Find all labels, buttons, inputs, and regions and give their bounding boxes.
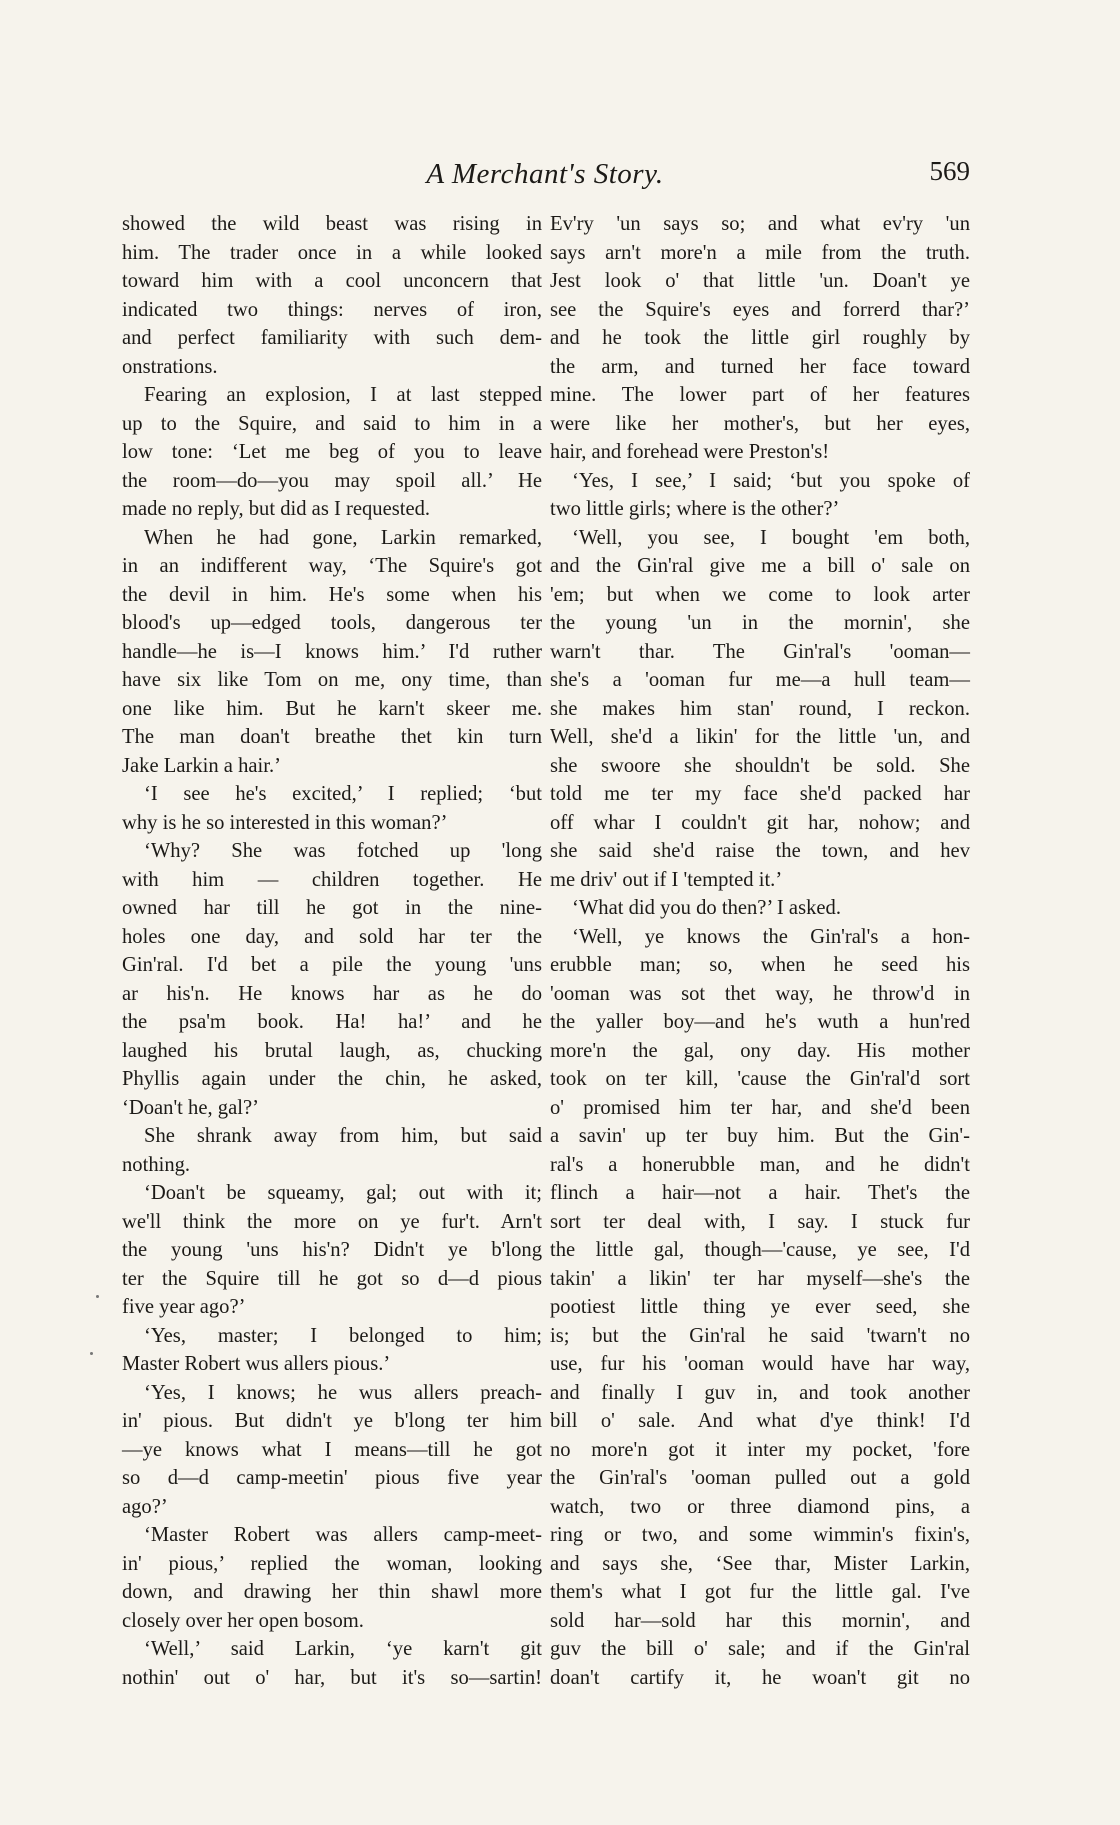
text-line: have six like Tom on me, ony time, than: [122, 669, 542, 691]
text-line: Jake Larkin a hair.’: [122, 754, 281, 777]
text-line: one like him. But he karn't skeer me.: [122, 697, 542, 720]
text-line: told me ter my face she'd packed har: [550, 783, 970, 805]
text-line: she swoore she shouldn't be sold. She: [550, 754, 970, 777]
text-line: says arn't more'n a mile from the truth.: [550, 241, 970, 264]
text-line: handle—he is—I knows him.’ I'd ruther: [122, 640, 542, 663]
text-line: no more'n got it inter my pocket, 'fore: [550, 1438, 970, 1461]
text-line: the yaller boy—and he's wuth a hun'red: [550, 1011, 970, 1033]
text-line: ago?’: [122, 1495, 168, 1518]
left-column: [122, 210, 542, 1692]
text-line: pootiest little thing ye ever seed, she: [550, 1296, 970, 1318]
text-line: in an indifferent way, ‘The Squire's got: [122, 555, 542, 577]
text-line: Master Robert wus allers pious.’: [122, 1353, 391, 1375]
text-line: ‘Yes, I see,’ I said; ‘but you spoke of: [572, 469, 970, 492]
text-line: in' pious,’ replied the woman, looking: [122, 1552, 542, 1575]
text-line: flinch a hair—not a hair. Thet's the: [550, 1182, 970, 1204]
text-line: down, and drawing her thin shawl more: [122, 1581, 542, 1603]
text-line: indicated two things: nerves of iron,: [122, 298, 542, 321]
text-line: ‘Yes, master; I belonged to him;: [144, 1324, 542, 1347]
text-line: in' pious. But didn't ye b'long ter him: [122, 1410, 542, 1432]
text-line: she said she'd raise the town, and hev: [550, 840, 970, 862]
text-line: ‘Master Robert was allers camp-meet-: [144, 1524, 542, 1546]
text-line: why is he so interested in this woman?’: [122, 811, 448, 834]
text-line: watch, two or three diamond pins, a: [550, 1495, 970, 1518]
text-line: ral's a honerubble man, and he didn't: [550, 1153, 970, 1176]
text-line: the room—do—you may spoil all.’ He: [122, 469, 542, 492]
text-line: ‘Well, you see, I bought 'em both,: [572, 526, 970, 549]
text-line: laughed his brutal laugh, as, chucking: [122, 1039, 542, 1062]
text-line: —ye knows what I means—till he got: [122, 1438, 542, 1461]
text-line: bill o' sale. And what d'ye think! I'd: [550, 1410, 970, 1432]
text-line: closely over her open bosom.: [122, 1609, 364, 1632]
text-line: the devil in him. He's some when his: [122, 583, 542, 606]
text-line: and says she, ‘See thar, Mister Larkin,: [550, 1552, 970, 1575]
text-line: five year ago?’: [122, 1296, 246, 1318]
text-line: up to the Squire, and said to him in a: [122, 412, 542, 435]
text-line: Fearing an explosion, I at last stepped: [144, 384, 542, 406]
text-line: them's what I got fur the little gal. I've: [550, 1581, 970, 1603]
margin-mark: [90, 1352, 93, 1355]
text-line: toward him with a cool unconcern that: [122, 270, 542, 292]
text-line: and finally I guv in, and took another: [550, 1381, 970, 1404]
text-line: she makes him stan' round, I reckon.: [550, 697, 970, 720]
text-line: sort ter deal with, I say. I stuck fur: [550, 1210, 970, 1233]
text-line: ‘Why? She was fotched up 'long: [144, 840, 542, 862]
text-line: she's a 'ooman fur me—a hull team—: [550, 669, 970, 691]
text-line: The man doan't breathe thet kin turn: [122, 726, 542, 748]
text-line: and the Gin'ral give me a bill o' sale on: [550, 555, 970, 577]
text-line: the young 'un in the mornin', she: [550, 612, 970, 634]
text-line: ‘What did you do then?’ I asked.: [572, 897, 841, 919]
text-line: is; but the Gin'ral he said 'twarn't no: [550, 1324, 970, 1347]
text-line: took on ter kill, 'cause the Gin'ral'd sort: [550, 1068, 970, 1090]
text-line: and perfect familiarity with such dem-: [122, 327, 542, 349]
text-line: owned har till he got in the nine-: [122, 897, 542, 919]
text-line: ‘Well, ye knows the Gin'ral's a hon-: [572, 925, 970, 948]
text-line: nothin' out o' har, but it's so—sartin!: [122, 1666, 542, 1689]
margin-mark: [96, 1295, 99, 1298]
text-line: guv the bill o' sale; and if the Gin'ral: [550, 1638, 970, 1660]
text-line: low tone: ‘Let me beg of you to leave: [122, 441, 542, 463]
text-line: When he had gone, Larkin remarked,: [144, 526, 542, 549]
right-column: [550, 210, 970, 1692]
text-line: doan't cartify it, he woan't git no: [550, 1666, 970, 1689]
text-line: more'n the gal, ony day. His mother: [550, 1039, 970, 1062]
running-head: [120, 152, 970, 196]
running-title: A Merchant's Story.: [426, 158, 664, 190]
text-line: nothing.: [122, 1153, 191, 1176]
text-line: a savin' up ter buy him. But the Gin'-: [550, 1125, 970, 1147]
text-line: sold har—sold har this mornin', and: [550, 1609, 970, 1632]
text-line: ter the Squire till he got so d—d pious: [122, 1267, 542, 1290]
text-line: the little gal, though—'cause, ye see, I'd: [550, 1239, 970, 1261]
text-line: Phyllis again under the chin, he asked,: [122, 1068, 542, 1090]
text-line: ar his'n. He knows har as he do: [122, 982, 542, 1005]
text-line: 'ooman was sot thet way, he throw'd in: [550, 982, 970, 1005]
text-line: use, fur his 'ooman would have har way,: [550, 1353, 970, 1375]
text-line: Gin'ral. I'd bet a pile the young 'uns: [122, 954, 542, 976]
text-line: ‘Doan't he, gal?’: [122, 1096, 259, 1119]
text-line: the arm, and turned her face toward: [550, 355, 970, 378]
text-line: onstrations.: [122, 355, 218, 378]
text-line: were like her mother's, but her eyes,: [550, 412, 970, 435]
text-line: with him — children together. He: [122, 868, 542, 891]
text-line: Well, she'd a likin' for the little 'un, and: [550, 726, 970, 748]
text-line: She shrank away from him, but said: [144, 1125, 542, 1147]
text-line: o' promised him ter har, and she'd been: [550, 1096, 970, 1119]
text-line: erubble man; so, when he seed his: [550, 954, 970, 976]
text-line: 'em; but when we come to look arter: [550, 583, 970, 606]
text-line: ‘I see he's excited,’ I replied; ‘but: [144, 783, 542, 805]
text-line: we'll think the more on ye fur't. Arn't: [122, 1210, 542, 1233]
text-line: Jest look o' that little 'un. Doan't ye: [550, 270, 970, 292]
text-line: Ev'ry 'un says so; and what ev'ry 'un: [550, 213, 970, 235]
text-line: warn't thar. The Gin'ral's 'ooman—: [550, 640, 970, 663]
page-number: 569: [929, 156, 970, 186]
text-line: ‘Well,’ said Larkin, ‘ye karn't git: [144, 1638, 542, 1660]
text-line: and he took the little girl roughly by: [550, 327, 970, 349]
text-line: so d—d camp-meetin' pious five year: [122, 1467, 542, 1489]
text-line: mine. The lower part of her features: [550, 384, 970, 406]
text-line: the psa'm book. Ha! ha!’ and he: [122, 1011, 542, 1033]
text-line: takin' a likin' ter har myself—she's the: [550, 1267, 970, 1290]
text-line: blood's up—edged tools, dangerous ter: [122, 612, 542, 634]
text-line: the Gin'ral's 'ooman pulled out a gold: [550, 1467, 970, 1489]
text-line: off whar I couldn't git har, nohow; and: [550, 811, 970, 834]
text-line: made no reply, but did as I requested.: [122, 498, 431, 520]
text-line: holes one day, and sold har ter the: [122, 925, 542, 948]
text-line: me driv' out if I 'tempted it.’: [550, 868, 783, 891]
text-line: ‘Yes, I knows; he wus allers preach-: [144, 1381, 542, 1404]
text-line: the young 'uns his'n? Didn't ye b'long: [122, 1239, 542, 1261]
text-line: ring or two, and some wimmin's fixin's,: [550, 1524, 970, 1546]
text-line: two little girls; where is the other?’: [550, 498, 840, 520]
text-line: see the Squire's eyes and forrerd thar?’: [550, 298, 970, 321]
text-line: hair, and forehead were Preston's!: [550, 441, 830, 463]
text-line: him. The trader once in a while looked: [122, 241, 542, 264]
text-line: ‘Doan't be squeamy, gal; out with it;: [144, 1182, 542, 1204]
text-line: showed the wild beast was rising in: [122, 213, 542, 235]
